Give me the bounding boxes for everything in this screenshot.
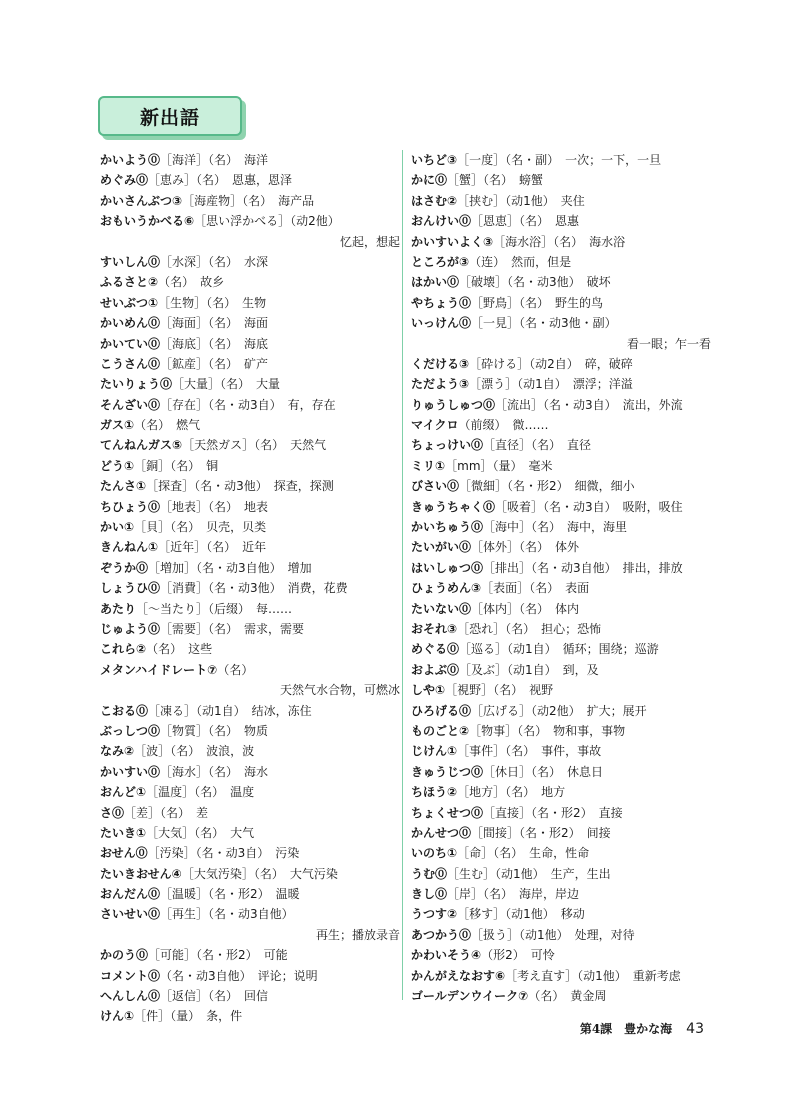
vocab-definition: ［再生］（名・动3自他）: [160, 907, 294, 922]
vocab-entry: [100, 782, 400, 802]
vocab-word: たいき①: [100, 825, 147, 840]
vocab-definition: ［凍る］（动1自） 结冰，冻住: [148, 703, 312, 718]
vocab-entry: [100, 170, 400, 190]
vocab-word: きゅうちゃく⓪: [411, 499, 496, 514]
vocab-definition: ［流出］（名・动3自） 流出，外流: [495, 397, 683, 412]
vocab-entry: [411, 843, 711, 863]
vocab-entry: [100, 252, 400, 272]
vocab-word: くだける③: [411, 356, 470, 371]
vocab-definition: ［水深］（名） 水深: [160, 254, 269, 269]
vocab-definition: ［消費］（名・动3他） 消费，花费: [160, 581, 348, 596]
vocab-word: これら②: [100, 642, 147, 657]
vocab-definition: ［扱う］（动1他） 处理，对待: [471, 927, 635, 942]
vocab-definition: ［蟹］（名） 螃蟹: [447, 173, 544, 188]
vocab-entry: [411, 966, 711, 986]
vocab-definition: ［思い浮かべる］（动2他）: [194, 214, 340, 229]
vocab-entry: [411, 293, 711, 313]
vocab-definition: （名） 这些: [146, 642, 213, 657]
vocab-word: ちひょう⓪: [100, 499, 161, 514]
vocab-definition: ［漂う］（动1自） 漂浮；洋溢: [469, 377, 633, 392]
vocab-entry: [411, 762, 711, 782]
vocab-entry: [411, 354, 711, 374]
vocab-word: そんざい⓪: [100, 397, 161, 412]
vocab-entry: [100, 435, 400, 455]
vocab-definition: ［挟む］（动1他） 夹住: [457, 193, 585, 208]
lesson-title: 第4課 豊かな海: [579, 1022, 673, 1036]
vocab-definition: ［mm］（量） 毫米: [445, 458, 553, 473]
vocab-word: てんねんガス⑤: [100, 438, 183, 453]
vocab-entry: [411, 925, 711, 945]
vocab-word: ただよう③: [411, 377, 470, 392]
vocab-entry: [100, 211, 400, 231]
vocab-entry: [100, 721, 400, 741]
vocab-entry-continuation: 天然气水合物，可燃冰: [279, 683, 400, 698]
vocab-definition: ［事件］（名） 事件，事故: [457, 744, 602, 759]
vocab-entry: [411, 537, 711, 557]
vocab-word: かわいそう④: [411, 948, 482, 963]
vocab-definition: （名）: [217, 662, 254, 677]
vocab-definition: ［表面］（名） 表面: [481, 581, 590, 596]
vocab-definition: ［体外］（名） 体外: [471, 540, 580, 555]
vocab-entry: [411, 986, 711, 1006]
vocab-word: しや①: [411, 683, 446, 698]
vocab-word: じゅよう⓪: [100, 621, 161, 636]
vocab-word: おせん⓪: [100, 846, 148, 861]
vocab-word: けん①: [100, 1009, 135, 1024]
vocab-word: たいきおせん④: [100, 866, 182, 881]
vocab-definition: ［増加］（名・动3自他） 增加: [148, 560, 312, 575]
vocab-definition: ［需要］（名） 需求，需要: [160, 621, 305, 636]
vocab-definition: ［存在］（名・动3自） 有，存在: [160, 397, 336, 412]
vocab-word: ちほう②: [411, 785, 458, 800]
vocab-word: あつかう⓪: [411, 927, 472, 942]
column-divider: [402, 150, 403, 1000]
vocab-definition: ［海水浴］（名） 海水浴: [493, 234, 626, 249]
vocab-word: かいさんぶつ③: [100, 193, 183, 208]
vocab-entry: [411, 415, 711, 435]
vocab-word: さ⓪: [100, 805, 125, 820]
vocab-definition: ［恵み］（名） 恩惠，恩泽: [148, 173, 293, 188]
vocab-entry: [411, 884, 711, 904]
vocab-word: おんだん⓪: [100, 887, 161, 902]
vocab-entry: [100, 293, 400, 313]
vocab-word: じけん①: [411, 744, 458, 759]
vocab-entry: [100, 619, 400, 639]
vocab-entry: [411, 170, 711, 190]
vocab-entry-continuation: 看一眼；乍一看: [626, 336, 711, 351]
vocab-entry: [100, 456, 400, 476]
vocab-word: りゅうしゅつ⓪: [411, 397, 496, 412]
vocab-definition: ［巡る］（动1自） 循环；围绕；巡游: [459, 642, 659, 657]
vocab-definition: ［温暖］（名・形2） 温暖: [160, 887, 300, 902]
vocab-definition: ［野鳥］（名） 野生的鸟: [471, 295, 604, 310]
vocab-definition: ［恩恵］（名） 恩惠: [471, 214, 580, 229]
vocab-definition: ［生物］（名） 生物: [158, 295, 267, 310]
vocab-word: どう①: [100, 458, 135, 473]
vocab-definition: ［破壊］（名・动3他） 破坏: [459, 275, 611, 290]
vocab-word: メタンハイドレート⑦: [100, 662, 218, 677]
vocab-word: へんしん⓪: [100, 989, 161, 1004]
vocab-word: たいがい⓪: [411, 540, 472, 555]
vocab-word: しょうひ⓪: [100, 581, 161, 596]
vocab-word: およぶ⓪: [411, 662, 460, 677]
vocab-definition: ［海底］（名） 海底: [160, 336, 269, 351]
vocab-word: かい①: [100, 520, 135, 535]
vocab-definition: ［直径］（名） 直径: [483, 438, 592, 453]
vocab-definition: ［微細］（名・形2） 细微，细小: [459, 479, 635, 494]
vocab-entry: [411, 619, 711, 639]
vocab-entry: [100, 803, 400, 823]
vocab-entry: [411, 864, 711, 884]
vocab-definition: ［探査］（名・动3他） 探查，探测: [146, 479, 334, 494]
vocab-word: ものごと②: [411, 723, 470, 738]
vocab-word: いのち①: [411, 846, 458, 861]
vocab-definition: ［大気］（名） 大气: [146, 825, 255, 840]
vocab-word: かいてい⓪: [100, 336, 161, 351]
vocab-definition: ［海産物］（名） 海产品: [182, 193, 315, 208]
vocab-definition: ［汚染］（名・动3自） 污染: [147, 846, 300, 861]
vocab-word: ふるさと②: [100, 275, 159, 290]
vocab-word: かいすいよく③: [411, 234, 494, 249]
vocab-entry: [100, 476, 400, 496]
vocab-entry: [411, 701, 711, 721]
vocab-entry: [100, 415, 400, 435]
vocab-definition: ［一度］（名・副） 一次；一下，一旦: [457, 153, 662, 167]
vocab-entry: [100, 741, 400, 761]
vocab-entry: [411, 313, 711, 333]
vocab-entry: [100, 517, 400, 537]
vocab-word: きし⓪: [411, 887, 448, 902]
vocab-word: ひょうめん③: [411, 581, 482, 596]
page-footer: [580, 1020, 704, 1037]
vocab-entry: [100, 497, 400, 517]
vocab-word: たいりょう⓪: [100, 377, 173, 392]
vocab-entry: [100, 639, 400, 659]
vocab-definition: ［返信］（名） 回信: [160, 989, 269, 1004]
vocab-entry: [100, 395, 400, 415]
vocab-entry: [411, 211, 711, 231]
vocab-definition: ［一見］（名・动3他・副）: [471, 316, 617, 331]
vocab-definition: ［銅］（名） 铜: [134, 458, 219, 473]
section-title: 新出語: [98, 96, 242, 136]
vocab-entry: [100, 334, 400, 354]
vocab-entry: [411, 150, 711, 170]
vocab-word: かのう⓪: [100, 948, 149, 963]
vocab-entry: [100, 945, 400, 965]
vocab-definition: （连） 然而，但是: [469, 254, 572, 269]
vocab-word: かいちゅう⓪: [411, 520, 484, 535]
vocab-entry: [411, 395, 711, 415]
vocab-word: なみ②: [100, 744, 135, 759]
vocab-entry: [411, 578, 711, 598]
vocab-entry: [411, 904, 711, 924]
vocab-definition: ［直接］（名・形2） 直接: [483, 805, 623, 820]
vocab-definition: ［鉱産］（名） 矿产: [160, 356, 269, 371]
vocab-definition: ［物事］（名） 物和事，事物: [469, 723, 626, 738]
vocab-entry: [411, 252, 711, 272]
vocab-definition: ［岸］（名） 海岸，岸边: [447, 887, 580, 902]
vocab-word: ぶっしつ⓪: [100, 723, 161, 738]
vocab-definition: ［件］（量） 条，件: [134, 1009, 243, 1024]
vocab-entry: [411, 374, 711, 394]
vocab-entry: [100, 823, 400, 843]
vocab-entry: [411, 823, 711, 843]
vocab-definition: ［可能］（名・形2） 可能: [148, 948, 288, 963]
vocab-word: いちど③: [411, 153, 458, 167]
vocab-entry: [100, 354, 400, 374]
vocab-definition: ［波］（名） 波浪，波: [134, 744, 255, 759]
page-number: 43: [686, 1021, 704, 1037]
vocab-definition: ［視野］（名） 视野: [445, 683, 554, 698]
vocab-definition: ［考え直す］（动1他） 重新考虑: [505, 968, 681, 983]
vocab-word: ところが③: [411, 254, 470, 269]
vocab-word: おんど①: [100, 785, 147, 800]
vocab-word: マイクロ: [411, 418, 459, 433]
vocab-word: やちょう⓪: [411, 295, 472, 310]
vocab-word: おもいうかべる⑥: [100, 214, 195, 229]
vocab-entry: [411, 272, 711, 292]
vocab-entry: [100, 966, 400, 986]
vocab-entry: [100, 537, 400, 557]
vocab-definition: ［大気汚染］（名） 大气污染: [181, 866, 338, 881]
vocab-word: はいしゅつ⓪: [411, 560, 484, 575]
vocab-definition: （前缀） 微……: [458, 418, 549, 433]
vocab-definition: （形2） 可怜: [481, 948, 555, 963]
vocab-word: びさい⓪: [411, 479, 460, 494]
vocab-entry: [100, 762, 400, 782]
vocab-entry: [100, 599, 400, 619]
vocab-definition: ［体内］（名） 体内: [471, 601, 580, 616]
vocab-definition: ［地方］（名） 地方: [457, 785, 566, 800]
vocab-definition: ［及ぶ］（动1自） 到，及: [459, 662, 599, 677]
vocab-word: さいせい⓪: [100, 907, 161, 922]
vocab-entry: [411, 558, 711, 578]
vocab-definition: ［地表］（名） 地表: [160, 499, 269, 514]
vocab-entry: [411, 476, 711, 496]
vocab-word: うつす②: [411, 907, 458, 922]
vocab-entry: [411, 497, 711, 517]
vocab-word: めぐる⓪: [411, 642, 460, 657]
vocab-entry: [411, 191, 711, 211]
vocab-definition: ［差］（名） 差: [124, 805, 209, 820]
vocab-definition: （名） 故乡: [158, 275, 225, 290]
vocab-column-right: [411, 150, 711, 1006]
vocab-word: あたり: [100, 601, 137, 616]
vocab-definition: （名） 黄金周: [528, 989, 607, 1004]
vocab-entry: [100, 864, 400, 884]
vocab-definition: ［物質］（名） 物质: [160, 723, 269, 738]
vocab-word: きんねん①: [100, 540, 159, 555]
vocab-word: ガス①: [100, 418, 135, 433]
vocab-entry: [100, 904, 400, 924]
vocab-word: うむ⓪: [411, 866, 448, 881]
vocab-word: ちょくせつ⓪: [411, 805, 484, 820]
vocab-entry: [411, 803, 711, 823]
vocab-entry-continuation: 忆起，想起: [339, 234, 400, 249]
vocab-definition: ［砕ける］（动2自） 碎，破碎: [469, 356, 633, 371]
vocab-definition: （名） 燃气: [134, 418, 201, 433]
vocab-entry: [411, 599, 711, 619]
vocab-definition: ［海中］（名） 海中，海里: [483, 520, 628, 535]
vocab-word: かんがえなおす⑥: [411, 968, 506, 983]
vocab-definition: ［貝］（名） 贝壳，贝类: [134, 520, 267, 535]
vocab-definition: ［広げる］（动2他） 扩大；展开: [471, 703, 647, 718]
vocab-entry: [100, 986, 400, 1006]
vocab-word: ゴールデンウイーク⑦: [411, 989, 529, 1004]
vocab-definition: ［海面］（名） 海面: [160, 316, 269, 331]
vocab-entry: [411, 517, 711, 537]
vocab-definition: ［温度］（名） 温度: [146, 785, 255, 800]
vocab-entry: [100, 150, 400, 170]
vocab-definition: ［吸着］（名・动3自） 吸附，吸住: [495, 499, 683, 514]
vocab-definition: ［大量］（名） 大量: [172, 377, 281, 392]
vocab-word: めぐみ⓪: [100, 173, 149, 188]
vocab-definition: ［移す］（动1他） 移动: [457, 907, 585, 922]
vocab-entry: [100, 558, 400, 578]
vocab-entry: [100, 660, 400, 680]
vocab-definition: ［海水］（名） 海水: [160, 764, 269, 779]
vocab-definition: ［近年］（名） 近年: [158, 540, 267, 555]
vocab-word: いっけん⓪: [411, 316, 472, 331]
vocab-entry: [411, 456, 711, 476]
vocab-definition: （名・动3自他） 评论；说明: [160, 968, 318, 983]
vocab-entry: [411, 945, 711, 965]
vocab-definition: ［天然ガス］（名） 天然气: [182, 438, 327, 453]
vocab-definition: ［休日］（名） 休息日: [483, 764, 604, 779]
vocab-word: たんさ①: [100, 479, 147, 494]
vocab-word: かいめん⓪: [100, 316, 161, 331]
vocab-entry: [411, 782, 711, 802]
vocab-word: ぞうか⓪: [100, 560, 149, 575]
vocab-entry: [100, 843, 400, 863]
vocab-entry: [100, 578, 400, 598]
vocab-word: おんけい⓪: [411, 214, 472, 229]
vocab-word: コメント⓪: [100, 968, 161, 983]
vocab-entry: [411, 741, 711, 761]
vocab-word: かいよう⓪: [100, 153, 161, 167]
vocab-word: ひろげる⓪: [411, 703, 472, 718]
vocab-definition: ［命］（名） 生命，性命: [457, 846, 590, 861]
vocab-word: はかい⓪: [411, 275, 460, 290]
vocab-word: せいぶつ①: [100, 295, 159, 310]
vocab-entry: [411, 721, 711, 741]
vocab-entry: [411, 660, 711, 680]
vocab-word: きゅうじつ⓪: [411, 764, 484, 779]
vocab-entry-continuation: 再生；播放录音: [315, 927, 400, 942]
vocab-definition: ［海洋］（名） 海洋: [160, 153, 269, 167]
vocab-entry: [100, 272, 400, 292]
vocab-word: はさむ②: [411, 193, 458, 208]
vocab-word: こうさん⓪: [100, 356, 161, 371]
vocab-entry: [411, 435, 711, 455]
vocab-column-left: [100, 150, 400, 1027]
vocab-definition: ［生む］（动1他） 生产，生出: [447, 866, 611, 881]
vocab-word: ちょっけい⓪: [411, 438, 484, 453]
vocab-entry: [411, 232, 711, 252]
vocab-word: おそれ③: [411, 621, 458, 636]
vocab-definition: ［排出］（名・动3自他） 排出，排放: [483, 560, 683, 575]
vocab-word: かんせつ⓪: [411, 825, 472, 840]
vocab-entry: [100, 1006, 400, 1026]
vocab-definition: ［間接］（名・形2） 间接: [471, 825, 611, 840]
vocab-entry: [100, 313, 400, 333]
vocab-definition: ［恐れ］（名） 担心；恐怖: [457, 621, 602, 636]
vocab-word: たいない⓪: [411, 601, 472, 616]
vocab-word: こおる⓪: [100, 703, 149, 718]
vocab-word: かに⓪: [411, 173, 448, 188]
vocab-entry: [100, 884, 400, 904]
vocab-word: すいしん⓪: [100, 254, 161, 269]
vocab-entry: [100, 374, 400, 394]
vocab-entry: [100, 701, 400, 721]
vocab-word: かいすい⓪: [100, 764, 161, 779]
vocab-definition: ［～当たり］（后缀） 每……: [136, 601, 293, 616]
vocab-entry: [100, 191, 400, 211]
vocab-word: ミリ①: [411, 458, 446, 473]
vocab-entry: [411, 680, 711, 700]
vocab-entry: [411, 639, 711, 659]
